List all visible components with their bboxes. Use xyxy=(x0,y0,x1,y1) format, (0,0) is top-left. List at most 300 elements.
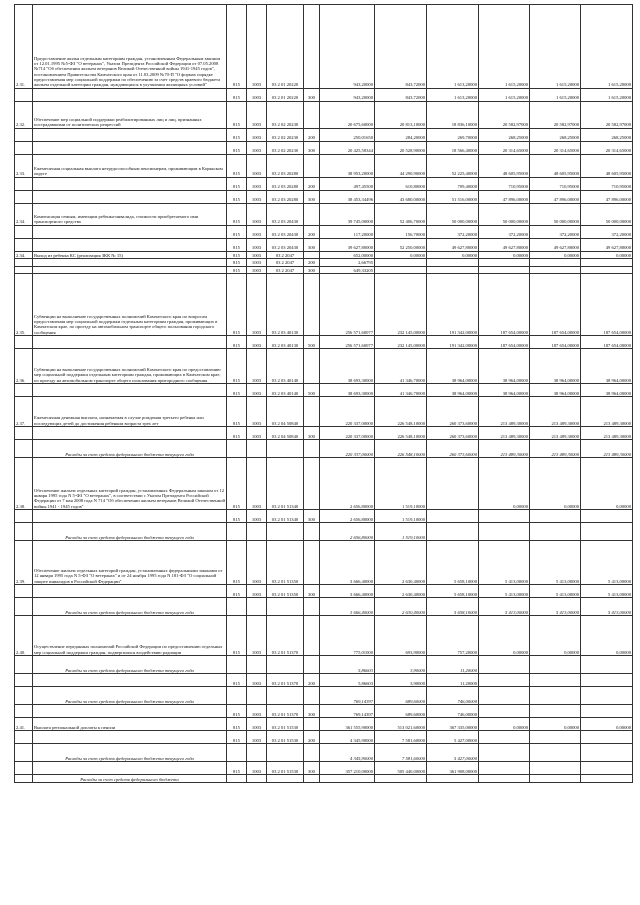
amount-cell: 757,20000 xyxy=(427,616,479,656)
amount-cell: 1 613,20000 xyxy=(427,89,479,102)
row-description xyxy=(33,705,227,718)
amount-cell xyxy=(479,656,530,674)
row-number: 2.31. xyxy=(15,5,33,89)
amount-cell: 20 314,65000 xyxy=(581,142,633,155)
amount-cell: 3,90000 xyxy=(375,656,427,674)
expense-type-code xyxy=(304,349,320,384)
amount-cell: 38 964,00000 xyxy=(530,349,581,384)
grbs-code: 815 xyxy=(227,510,247,523)
amount-cell: 0,00000 xyxy=(530,458,581,510)
target-article-code: 03 2 04 50840 xyxy=(267,427,304,440)
amount-cell xyxy=(479,266,530,273)
amount-cell: 769,14397 xyxy=(320,687,375,705)
amount-cell: 226 548,10000 xyxy=(375,427,427,440)
table-row xyxy=(15,585,633,598)
amount-cell xyxy=(479,762,530,775)
table-row xyxy=(15,204,633,226)
amount-cell xyxy=(530,674,581,687)
target-article-code: 03 2 03 20430 xyxy=(267,226,304,239)
amount-cell: 0,00000 xyxy=(427,252,479,259)
expense-type-code: 300 xyxy=(304,585,320,598)
target-article-code: 03 2 02 20230 xyxy=(267,142,304,155)
section-code: 1003 xyxy=(247,731,267,744)
section-code: 1003 xyxy=(247,616,267,656)
amount-cell xyxy=(479,744,530,762)
amount-cell: 213 489,30000 xyxy=(479,427,530,440)
table-row xyxy=(15,458,633,510)
row-number xyxy=(15,427,33,440)
amount-cell: 1 519,10000 xyxy=(375,510,427,523)
row-number xyxy=(15,226,33,239)
section-code: 1003 xyxy=(247,718,267,731)
table-row xyxy=(15,440,633,458)
amount-cell: 4 345,90000 xyxy=(320,731,375,744)
target-article-code: 03 2 04 50840 xyxy=(267,397,304,427)
amount-cell xyxy=(479,731,530,744)
amount-cell: 268,25000 xyxy=(479,129,530,142)
amount-cell: 38 964,00000 xyxy=(427,384,479,397)
row-number xyxy=(15,762,33,775)
row-number xyxy=(15,656,33,674)
table-row xyxy=(15,239,633,252)
amount-cell xyxy=(375,775,427,783)
amount-cell: 20 582,97000 xyxy=(530,102,581,129)
subtotal-label: Расходы за счет средств федерального бюджета текущего года xyxy=(33,687,227,705)
amount-cell: 117,20000 xyxy=(320,226,375,239)
target-article-code: 03 2 2047 xyxy=(267,252,304,259)
amount-cell: 47 896,00000 xyxy=(581,191,633,204)
amount-cell: 226 548,10000 xyxy=(375,440,427,458)
grbs-code: 815 xyxy=(227,762,247,775)
section-code: 1003 xyxy=(247,178,267,191)
amount-cell: 52 225,40000 xyxy=(427,155,479,178)
table-row xyxy=(15,191,633,204)
amount-cell: 843,72000 xyxy=(375,5,427,89)
target-article-code: 03 2 03 20280 xyxy=(267,178,304,191)
amount-cell xyxy=(479,687,530,705)
grbs-code: 815 xyxy=(227,129,247,142)
amount-cell: 269,70000 xyxy=(427,129,479,142)
amount-cell: 260 373,60000 xyxy=(427,397,479,427)
amount-cell: 497,45500 xyxy=(320,178,375,191)
section-code xyxy=(247,687,267,705)
target-article-code: 03 2 03 20430 xyxy=(267,204,304,226)
amount-cell: 38 964,00000 xyxy=(581,349,633,384)
row-description: Осуществление переданных полномочий Российской Федерации по предоставлению отдельных мер социальной поддержки граждан, подвергшихся воздействию радиации xyxy=(33,616,227,656)
table-row xyxy=(15,155,633,178)
row-number xyxy=(15,585,33,598)
expense-type-code: 200 xyxy=(304,674,320,687)
table-row xyxy=(15,510,633,523)
table-row xyxy=(15,731,633,744)
row-number xyxy=(15,336,33,349)
table-row xyxy=(15,384,633,397)
amount-cell: 709,40000 xyxy=(427,178,479,191)
amount-cell xyxy=(530,744,581,762)
row-description: Субвенции на выполнение государственных полномочий Камчатского края по предоставлению мер социальной поддержки отдельным категориям граждан, проживающих в Камчатском крае, по проезду на автомобильном транспорте общего пользования пригородного сообщения xyxy=(33,349,227,384)
amount-cell: 7 581,60000 xyxy=(375,731,427,744)
row-number: 2.34. xyxy=(15,252,33,259)
amount-cell: 3 666,40000 xyxy=(320,598,375,616)
section-code: 1003 xyxy=(247,384,267,397)
amount-cell xyxy=(530,259,581,266)
expense-type-code: 300 xyxy=(304,427,320,440)
amount-cell: 5 427,00000 xyxy=(427,731,479,744)
amount-cell xyxy=(320,775,375,783)
row-description: Компенсация семьям, имеющим ребенка-инвалида, стоимости приобретаемого ими транспортного средства xyxy=(33,204,227,226)
target-article-code xyxy=(267,744,304,762)
section-code: 1003 xyxy=(247,129,267,142)
table-row xyxy=(15,252,633,259)
table-row xyxy=(15,687,633,705)
amount-cell: 513 021,60000 xyxy=(375,718,427,731)
amount-cell xyxy=(427,259,479,266)
amount-cell xyxy=(581,705,633,718)
table-row xyxy=(15,718,633,731)
expense-type-code: 500 xyxy=(304,384,320,397)
amount-cell: 943,20000 xyxy=(320,89,375,102)
amount-cell: 52 406,70000 xyxy=(375,204,427,226)
target-article-code: 03 2 01 51370 xyxy=(267,705,304,718)
amount-cell: 187 654,00000 xyxy=(581,336,633,349)
table-row xyxy=(15,397,633,427)
amount-cell: 49 627,80000 xyxy=(479,239,530,252)
row-number: 2.35. xyxy=(15,274,33,336)
amount-cell: 0,00000 xyxy=(530,252,581,259)
amount-cell: 20 582,97000 xyxy=(479,102,530,129)
row-description: Ежемесячная денежная выплата, назначаемая в случае рождения третьего ребенка или последующих детей до достижения ребенком возраста трех лет xyxy=(33,397,227,427)
row-description xyxy=(33,336,227,349)
amount-cell: 52 250,00000 xyxy=(375,239,427,252)
amount-cell: 367 335,00000 xyxy=(427,718,479,731)
amount-cell: 49 627,80000 xyxy=(427,239,479,252)
row-number xyxy=(15,89,33,102)
grbs-code: 815 xyxy=(227,397,247,427)
grbs-code: 815 xyxy=(227,705,247,718)
amount-cell: 48 605,95000 xyxy=(479,155,530,178)
expense-type-code: 300 xyxy=(304,705,320,718)
amount-cell: 0,00000 xyxy=(581,252,633,259)
grbs-code: 815 xyxy=(227,191,247,204)
row-description: Ежемесячная социальная выплата нетрудоспособным пенсионерам, проживающим в Корякском округе xyxy=(33,155,227,178)
amount-cell: 20 425,58344 xyxy=(320,142,375,155)
row-description xyxy=(33,191,227,204)
table-row xyxy=(15,762,633,775)
amount-cell: 0,00000 xyxy=(581,718,633,731)
table-row xyxy=(15,336,633,349)
amount-cell xyxy=(479,674,530,687)
amount-cell: 0,00000 xyxy=(375,252,427,259)
expense-type-code xyxy=(304,523,320,541)
grbs-code: 815 xyxy=(227,252,247,259)
target-article-code: 03 2 01 51350 xyxy=(267,541,304,585)
row-description xyxy=(33,129,227,142)
amount-cell: 0,00000 xyxy=(479,718,530,731)
grbs-code: 815 xyxy=(227,102,247,129)
amount-cell: 187 654,00000 xyxy=(479,274,530,336)
target-article-code: 03 2 01 51340 xyxy=(267,458,304,510)
table-row xyxy=(15,744,633,762)
amount-cell: 268,25000 xyxy=(581,129,633,142)
amount-cell xyxy=(530,687,581,705)
row-description xyxy=(33,384,227,397)
grbs-code xyxy=(227,523,247,541)
amount-cell: 689,60000 xyxy=(375,705,427,718)
amount-cell: 213 489,30000 xyxy=(581,397,633,427)
target-article-code: 03 2 01 51370 xyxy=(267,616,304,656)
amount-cell: 250,01650 xyxy=(320,129,375,142)
row-number xyxy=(15,266,33,273)
target-article-code: 03 2 02 20230 xyxy=(267,102,304,129)
row-description xyxy=(33,259,227,266)
section-code: 1003 xyxy=(247,274,267,336)
subtotal-label: Расходы за счет средств федерального бюджета текущего года xyxy=(33,744,227,762)
amount-cell xyxy=(530,775,581,783)
amount-cell: 38 693,30000 xyxy=(320,384,375,397)
amount-cell: 5 413,00000 xyxy=(479,541,530,585)
section-code: 1003 xyxy=(247,142,267,155)
grbs-code: 815 xyxy=(227,585,247,598)
row-description xyxy=(33,89,227,102)
amount-cell xyxy=(581,510,633,523)
section-code: 1003 xyxy=(247,89,267,102)
target-article-code: 03 2 01 20220 xyxy=(267,5,304,89)
amount-cell xyxy=(427,775,479,783)
table-row xyxy=(15,427,633,440)
amount-cell: 505 440,00000 xyxy=(375,762,427,775)
row-number xyxy=(15,259,33,266)
expense-type-code xyxy=(304,775,320,783)
amount-cell: 20 528,90000 xyxy=(375,142,427,155)
amount-cell: 2 630,40000 xyxy=(375,598,427,616)
grbs-code: 815 xyxy=(227,674,247,687)
expense-type-code: 300 xyxy=(304,239,320,252)
table-row xyxy=(15,656,633,674)
target-article-code: 03 2 01 51370 xyxy=(267,674,304,687)
amount-cell: 268,25000 xyxy=(530,129,581,142)
section-code: 1003 xyxy=(247,204,267,226)
section-code: 1003 xyxy=(247,397,267,427)
expense-type-code xyxy=(304,102,320,129)
amount-cell: 689,60000 xyxy=(375,687,427,705)
amount-cell xyxy=(581,762,633,775)
target-article-code xyxy=(267,598,304,616)
amount-cell: 2 656,80000 xyxy=(320,458,375,510)
amount-cell: 47 896,00000 xyxy=(479,191,530,204)
amount-cell: 48 605,95000 xyxy=(581,155,633,178)
amount-cell: 372,20000 xyxy=(427,226,479,239)
target-article-code xyxy=(267,687,304,705)
amount-cell: 256 571,60077 xyxy=(320,336,375,349)
target-article-code: 03 2 02 20230 xyxy=(267,129,304,142)
table-row xyxy=(15,178,633,191)
amount-cell: 20 314,65000 xyxy=(530,142,581,155)
grbs-code: 815 xyxy=(227,226,247,239)
amount-cell xyxy=(427,523,479,541)
section-code xyxy=(247,598,267,616)
grbs-code: 815 xyxy=(227,427,247,440)
amount-cell: 5 413,00000 xyxy=(479,598,530,616)
row-description xyxy=(33,239,227,252)
amount-cell: 0,00000 xyxy=(581,616,633,656)
amount-cell: 50 000,00000 xyxy=(530,204,581,226)
grbs-code xyxy=(227,744,247,762)
row-number xyxy=(15,384,33,397)
amount-cell: 38 453,34496 xyxy=(320,191,375,204)
amount-cell: 4 345,90000 xyxy=(320,744,375,762)
table-row xyxy=(15,5,633,89)
grbs-code: 815 xyxy=(227,178,247,191)
target-article-code xyxy=(267,523,304,541)
section-code: 1003 xyxy=(247,239,267,252)
grbs-code: 815 xyxy=(227,5,247,89)
row-description xyxy=(33,178,227,191)
grbs-code: 815 xyxy=(227,336,247,349)
expense-type-code: 200 xyxy=(304,178,320,191)
row-number xyxy=(15,598,33,616)
amount-cell: 0,00000 xyxy=(479,252,530,259)
table-row xyxy=(15,349,633,384)
amount-cell: 5 413,00000 xyxy=(581,541,633,585)
amount-cell: 710,95000 xyxy=(479,178,530,191)
amount-cell xyxy=(427,458,479,510)
target-article-code: 03 2 03 40140 xyxy=(267,349,304,384)
amount-cell: 5 413,00000 xyxy=(479,585,530,598)
grbs-code: 815 xyxy=(227,384,247,397)
row-description: Обеспечение мер социальной поддержки реабилитированных лиц и лиц, признанных пострадавшими от политических репрессий xyxy=(33,102,227,129)
expense-type-code xyxy=(304,5,320,89)
amount-cell: 18 566,40000 xyxy=(427,142,479,155)
amount-cell: 2 656,80000 xyxy=(320,510,375,523)
amount-cell: 213 489,30000 xyxy=(581,440,633,458)
amount-cell: 43 680,00000 xyxy=(375,191,427,204)
amount-cell: 1 519,10000 xyxy=(375,523,427,541)
expense-type-code: 200 xyxy=(304,226,320,239)
expense-type-code: 200 xyxy=(304,259,320,266)
section-code: 1003 xyxy=(247,336,267,349)
amount-cell: 0,00000 xyxy=(530,718,581,731)
row-number: 2.41. xyxy=(15,718,33,731)
section-code: 1003 xyxy=(247,259,267,266)
section-code xyxy=(247,523,267,541)
amount-cell: 357 210,00000 xyxy=(320,762,375,775)
expense-type-code: 200 xyxy=(304,731,320,744)
amount-cell: 20 582,97000 xyxy=(581,102,633,129)
section-code: 1003 xyxy=(247,541,267,585)
table-row xyxy=(15,598,633,616)
section-code: 1003 xyxy=(247,102,267,129)
amount-cell: 710,95000 xyxy=(530,178,581,191)
amount-cell: 213 489,30000 xyxy=(479,440,530,458)
row-description: Выплата региональной доплаты к пенсии xyxy=(33,718,227,731)
row-number xyxy=(15,178,33,191)
section-code: 1003 xyxy=(247,705,267,718)
table-row xyxy=(15,674,633,687)
row-description: Субвенции на выполнение государственных полномочий Камчатского края по вопросам предоставления мер социальной поддержки отдельным категориям граждан, проживающих в Камчатском крае, по проезду на автомобильном транспорте общего пользования городского сообщения xyxy=(33,274,227,336)
amount-cell: 0,00000 xyxy=(479,458,530,510)
target-article-code: 03 2 03 40130 xyxy=(267,336,304,349)
amount-cell: 372,20000 xyxy=(479,226,530,239)
expense-type-code: 300 xyxy=(304,89,320,102)
grbs-code: 815 xyxy=(227,274,247,336)
amount-cell xyxy=(581,656,633,674)
target-article-code: 03 2 01 51530 xyxy=(267,762,304,775)
row-description xyxy=(33,510,227,523)
amount-cell: 38 964,00000 xyxy=(427,349,479,384)
row-number xyxy=(15,440,33,458)
amount-cell: 38 964,00000 xyxy=(479,384,530,397)
target-article-code: 03 2 03 40130 xyxy=(267,274,304,336)
section-code xyxy=(247,656,267,674)
row-number xyxy=(15,523,33,541)
amount-cell xyxy=(427,510,479,523)
amount-cell xyxy=(530,731,581,744)
amount-cell xyxy=(530,510,581,523)
grbs-code: 815 xyxy=(227,89,247,102)
section-code: 1003 xyxy=(247,510,267,523)
amount-cell: 5,86603 xyxy=(320,674,375,687)
amount-cell xyxy=(479,523,530,541)
row-description xyxy=(33,427,227,440)
amount-cell: 5 413,00000 xyxy=(581,585,633,598)
amount-cell: 213 489,30000 xyxy=(581,427,633,440)
budget-table xyxy=(14,4,633,783)
amount-cell xyxy=(581,266,633,273)
amount-cell xyxy=(581,687,633,705)
amount-cell: 372,20000 xyxy=(581,226,633,239)
amount-cell: 187 654,00000 xyxy=(530,274,581,336)
amount-cell xyxy=(479,259,530,266)
section-code: 1003 xyxy=(247,191,267,204)
section-code: 1003 xyxy=(247,674,267,687)
row-number xyxy=(15,775,33,783)
table-row xyxy=(15,102,633,129)
amount-cell xyxy=(581,775,633,783)
subtotal-label: Расходы за счет средств федерального бюджета xyxy=(33,775,227,783)
row-number xyxy=(15,687,33,705)
amount-cell xyxy=(375,266,427,273)
amount-cell: 232 145,00000 xyxy=(375,336,427,349)
amount-cell: 3,90000 xyxy=(375,674,427,687)
amount-cell: 610,80000 xyxy=(375,178,427,191)
expense-type-code xyxy=(304,656,320,674)
amount-cell: 769,14397 xyxy=(320,705,375,718)
amount-cell: 5 413,00000 xyxy=(581,598,633,616)
amount-cell: 0,00000 xyxy=(530,616,581,656)
amount-cell: 2,66795 xyxy=(320,259,375,266)
expense-type-code xyxy=(304,541,320,585)
expense-type-code xyxy=(304,252,320,259)
amount-cell: 187 654,00000 xyxy=(581,274,633,336)
amount-cell: 51 516,00000 xyxy=(427,191,479,204)
amount-cell: 5 427,00000 xyxy=(427,744,479,762)
row-number xyxy=(15,510,33,523)
amount-cell: 20 813,10000 xyxy=(375,102,427,129)
amount-cell: 1 615,20000 xyxy=(530,5,581,89)
amount-cell: 213 489,30000 xyxy=(479,397,530,427)
amount-cell xyxy=(581,523,633,541)
amount-cell: 41 346,70000 xyxy=(375,349,427,384)
expense-type-code xyxy=(304,397,320,427)
table-row xyxy=(15,226,633,239)
amount-cell: 2 630,40000 xyxy=(375,541,427,585)
amount-cell: 2 656,80000 xyxy=(320,523,375,541)
table-row xyxy=(15,266,633,273)
amount-cell: 49 627,80000 xyxy=(581,239,633,252)
grbs-code: 815 xyxy=(227,731,247,744)
amount-cell: 38 693,30000 xyxy=(320,349,375,384)
row-number xyxy=(15,129,33,142)
